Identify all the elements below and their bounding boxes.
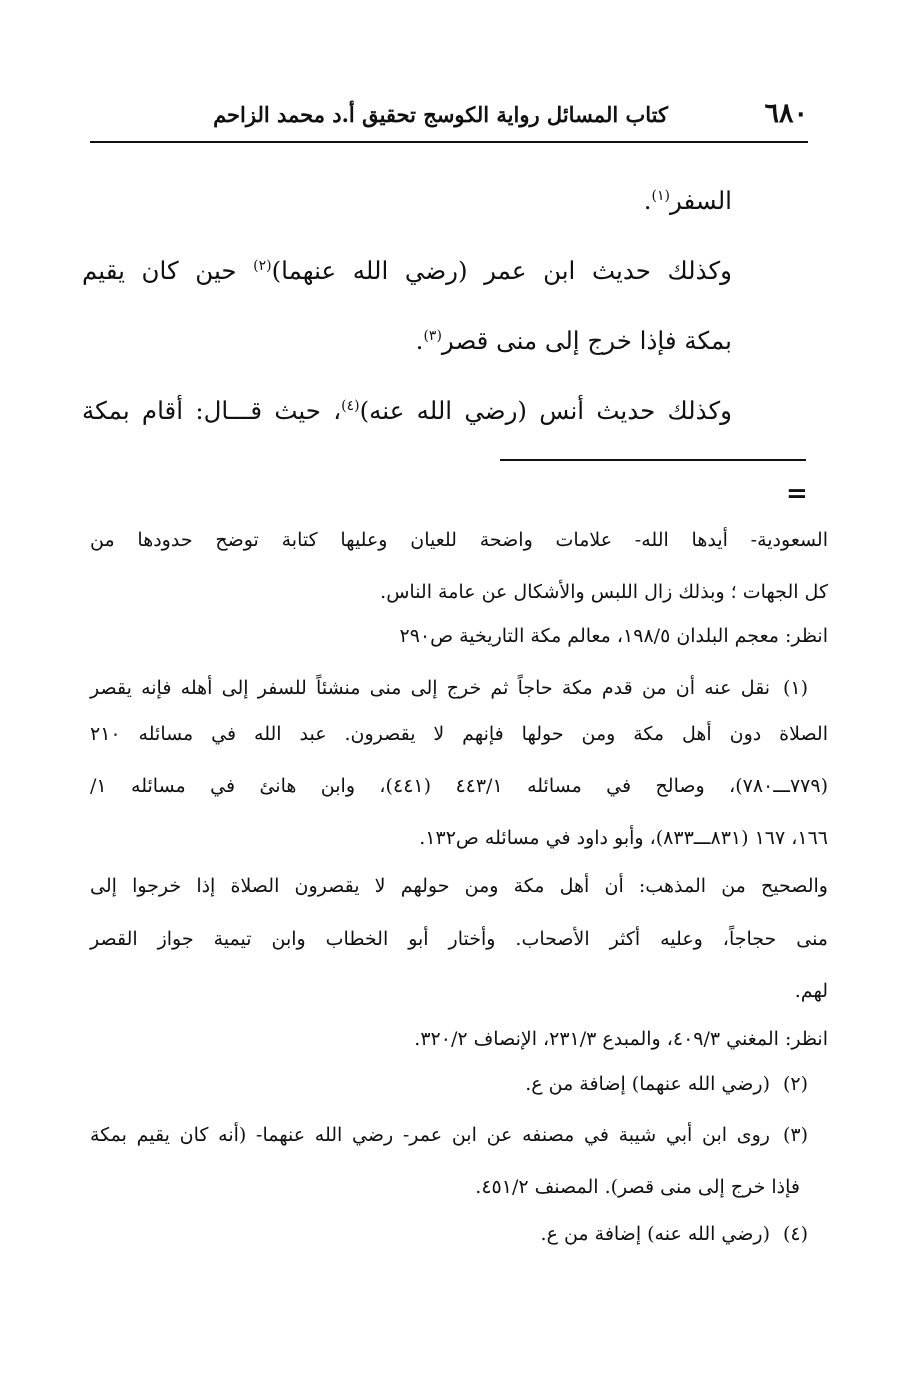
footnote-line: فإذا خرج إلى منى قصر). المصنف ٤٥١/٢.: [475, 1176, 800, 1198]
footnote-ref[interactable]: (٣): [423, 328, 442, 344]
header-rule: [90, 141, 808, 143]
footnote-line: انظر: معجم البلدان ١٩٨/٥، معالم مكة التاريخية ص٢٩٠: [399, 625, 828, 647]
footnote-ref[interactable]: (١): [651, 188, 670, 204]
footnote-line: كل الجهات ؛ وبذلك زال اللبس والأشكال عن عامة الناس.: [380, 581, 828, 603]
footnote-number: (٣): [782, 1124, 808, 1146]
footnote-line: (رضي الله عنهما) إضافة من ع.: [525, 1073, 770, 1095]
footnote-line: انظر: المغني ٤٠٩/٣، والمبدع ٢٣١/٣، الإنصاف ٣٢٠/٢.: [414, 1028, 828, 1050]
footnote-separator: [500, 459, 806, 461]
footnote-ref[interactable]: (٢): [253, 258, 272, 274]
footnote-line: لهم.: [794, 980, 828, 1002]
footnote-line: (رضي الله عنه) إضافة من ع.: [540, 1223, 770, 1245]
page-number: ٦٨٠: [764, 98, 808, 129]
main-line: وكذلك حديث ابن عمر (رضي الله عنهما)$^{(٢)}$ حين كان يقيم: [82, 256, 732, 285]
footnote-number: (٤): [782, 1223, 808, 1245]
main-text: [82, 178, 732, 458]
footnote-line: والصحيح من المذهب: أن أهل مكة ومن حولهم لا يقصرون الصلاة إذا خرجوا إلى: [90, 875, 828, 897]
book-title: كتاب المسائل رواية الكوسج تحقيق أ.د محمد الزاحم: [213, 102, 668, 127]
footnote-line: السعودية- أيدها الله- علامات واضحة للعيان وعليها كتابة توضح حدودها من: [90, 529, 828, 551]
main-line: السفر$^{(١)}$.: [643, 186, 732, 215]
main-line: وكذلك حديث أنس (رضي الله عنه)$^{(٤)}$، حيث قـــال: أقام بمكة: [82, 396, 732, 425]
main-line: بمكة فإذا خرج إلى منى قصر$^{(٣)}$.: [415, 326, 732, 355]
footnote-line: (٧٧٩ـــ٧٨٠)، وصالح في مسائله ٤٤٣/١ (٤٤١)، وابن هانئ في مسائله ١/: [90, 775, 828, 797]
footnote-line: نقل عنه أن من قدم مكة حاجاً ثم خرج إلى منى منشئاً للسفر إلى أهله فإنه يقصر: [90, 677, 770, 699]
page-header: [90, 96, 808, 136]
footnote-number: (١): [782, 677, 808, 699]
footnote-line: منى حجاجاً، وعليه أكثر الأصحاب. وأختار أبو الخطاب وابن تيمية جواز القصر: [90, 928, 828, 950]
footnote-line: الصلاة دون أهل مكة ومن حولها فإنهم لا يقصرون. عبد الله في مسائله ٢١٠: [90, 723, 828, 745]
continuation-mark: =: [786, 479, 808, 509]
footnote-number: (٢): [782, 1073, 808, 1095]
footnote-line: روى ابن أبي شيبة في مصنفه عن ابن عمر- رضي الله عنهما- (أنه كان يقيم بمكة: [90, 1124, 770, 1146]
footnote-ref[interactable]: (٤): [341, 398, 360, 414]
footnote-line: ١٦٦، ١٦٧ (٨٣١ـــ٨٣٣)، وأبو داود في مسائله ص١٣٢.: [419, 827, 828, 849]
